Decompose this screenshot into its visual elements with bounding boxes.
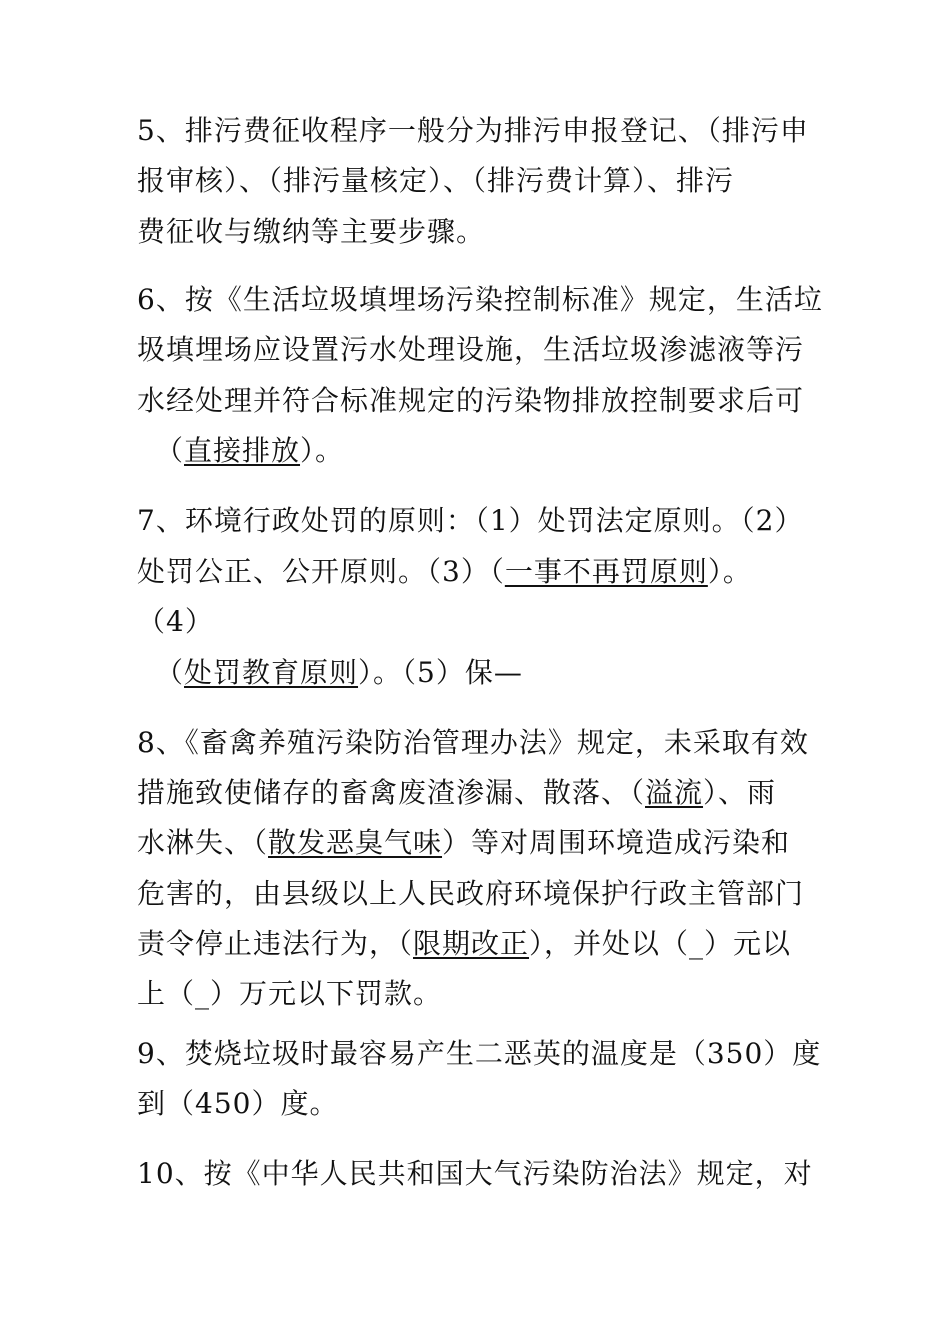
q8-answer-correct: 限期改正 [413, 927, 530, 960]
q6-line-3: 水经处理并符合标准规定的污染物排放控制要求后可 [137, 384, 805, 417]
q7-line-4-post: ）。（5）保— [358, 656, 523, 689]
q6-close-paren: ）。 [300, 434, 345, 467]
q7-line-1: 7、环境行政处罚的原则：（1）处罚法定原则。（2） [137, 504, 804, 537]
q8-line-6: 上（_）万元以下罚款。 [137, 977, 443, 1010]
q8-line-4: 危害的，由县级以上人民政府环境保护行政主管部门 [137, 877, 805, 910]
q7-line-2-pre: 处罚公正、公开原则。（3）（ [137, 555, 505, 588]
q7-line-2-post: ）。 [707, 555, 752, 588]
q8-answer-odor: 散发恶臭气味 [268, 826, 443, 859]
q8-line-5 [137, 926, 791, 962]
q8-line-1: 8、《畜禽养殖污染防治管理办法》规定，未采取有效 [137, 726, 809, 759]
q8-answer-overflow: 溢流 [645, 776, 704, 809]
q8-line-2-post: ）、雨 [703, 776, 777, 809]
q8-line-3-post: ）等对周围环境造成污染和 [442, 826, 791, 859]
q7-answer-3: 一事不再罚原则 [504, 555, 708, 588]
q8-line-2 [137, 775, 776, 811]
q7-line-2 [137, 554, 752, 590]
q5-line-3: 费征收与缴纳等主要步骤。 [137, 215, 486, 248]
q6-answer: 直接排放 [184, 434, 301, 467]
q8-line-5-post: ），并处以（_）元以 [529, 927, 792, 960]
q6-line-2: 圾填埋场应设置污水处理设施，生活垃圾渗滤液等污 [137, 333, 805, 366]
q7-line-4-open: （ [155, 656, 185, 689]
q10-line-1: 10、按《中华人民共和国大气污染防治法》规定，对 [137, 1157, 813, 1190]
q6-line-1: 6、按《生活垃圾填埋场污染控制标准》规定，生活垃 [137, 283, 823, 316]
q5-line-1: 5、排污费征收程序一般分为排污申报登记、（排污申 [137, 114, 809, 147]
q7-line-3: （4） [137, 605, 214, 638]
q7-answer-4: 处罚教育原则 [184, 656, 359, 689]
q6-open-paren: （ [155, 434, 185, 467]
q8-line-3-pre: 水淋失、（ [137, 826, 269, 859]
q7-line-4 [155, 655, 523, 691]
q8-line-3 [137, 825, 790, 861]
q8-line-5-pre: 责令停止违法行为，（ [137, 927, 414, 960]
q8-line-2-pre: 措施致使储存的畜禽废渣渗漏、散落、（ [137, 776, 646, 809]
q5-line-2: 报审核）、（排污量核定）、（排污费计算）、排污 [137, 164, 735, 197]
q6-line-4 [155, 433, 344, 469]
q9-line-2: 到（450）度。 [137, 1087, 339, 1120]
q9-line-1: 9、焚烧垃圾时最容易产生二恶英的温度是（350）度 [137, 1037, 822, 1070]
